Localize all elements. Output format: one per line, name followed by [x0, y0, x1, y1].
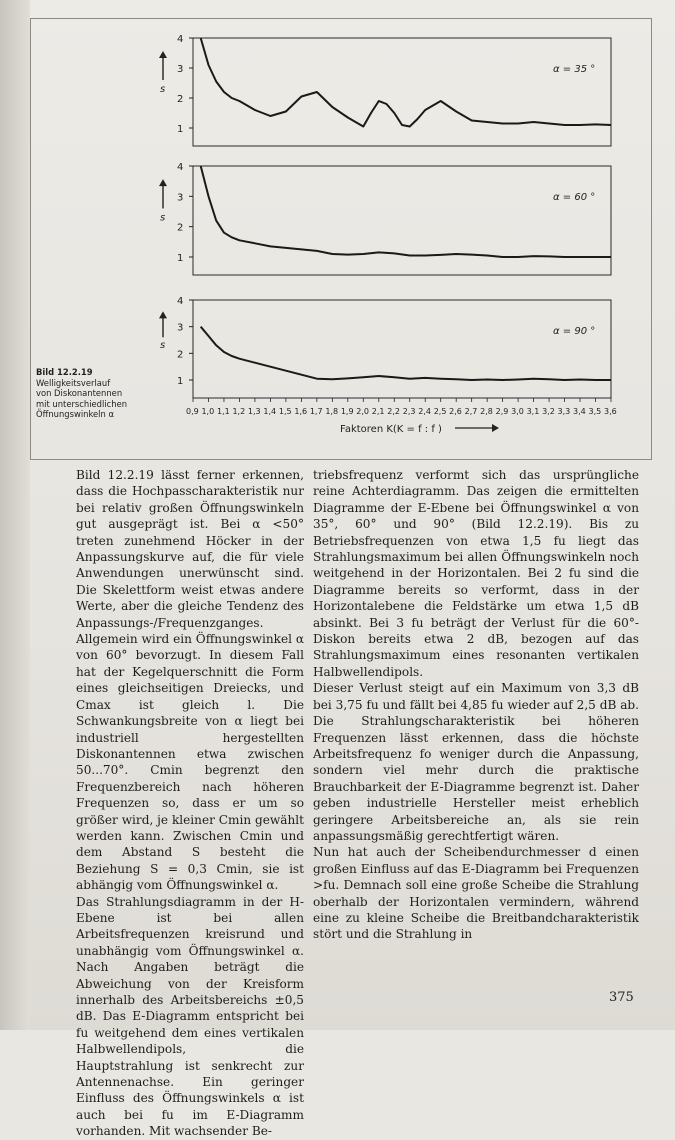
text-column-right	[313, 467, 639, 943]
x-tick-label: 2,5	[433, 407, 447, 416]
y-axis-label: s	[160, 340, 166, 351]
plot-frame	[193, 166, 611, 275]
paragraph: Bild 12.2.19 lässt ferner erkennen, dass die Hochpasscharakteristik nur bei relativ großen Öffnungswinkeln gut ausgeprägt ist. Bei α <50° treten zunehmend Höcker in der Anpassungskurve auf, die für viele Anwendungen unerwünscht sind. Die Skelettform weist etwas andere Werte, aber die gleiche Tendenz des Anpassungs-/Frequenzganges.	[76, 468, 304, 630]
x-tick-label: 1,8	[325, 407, 339, 416]
series-line	[201, 166, 611, 257]
x-tick-label: 1,6	[294, 407, 308, 416]
y-tick-label: 2	[177, 222, 184, 234]
x-tick-label: 1,5	[278, 407, 292, 416]
x-tick-label: 3,2	[542, 407, 555, 416]
y-tick-label: 3	[177, 322, 184, 334]
paragraph: Das Strahlungsdiagramm in der H-Ebene ist bei allen Arbeitsfrequenzen kreisrund und unabhängig vom Öffnungswinkel α. Nach Angaben beträgt die Abweichung von der Kreisform innerhalb des Arbeitsbereichs ±0,5 dB. Das E-Diagramm entspricht bei fu weitgehend dem eines vertikalen Halbwellendipols, die Hauptstrahlung ist senkrecht zur Antennenachse. Ein geringer Einfluss des Öffnungswinkels α ist auch bei fu im E-Diagramm vorhanden. Mit wachsender Be-	[76, 894, 304, 1139]
x-tick-label: 1,3	[247, 407, 261, 416]
caption-title: Bild 12.2.19	[36, 367, 93, 377]
y-tick-label: 4	[177, 162, 184, 173]
x-tick-label: 2,0	[356, 407, 370, 416]
x-tick-label: 1,1	[216, 407, 230, 416]
x-axis-arrowhead	[492, 424, 499, 432]
x-tick-label: 1,9	[340, 407, 354, 416]
series-label: α = 60 °	[553, 192, 596, 203]
series-label: α = 35 °	[553, 64, 596, 75]
y-tick-label: 3	[177, 64, 184, 75]
x-tick-label: 3,6	[604, 407, 617, 416]
x-tick-label: 2,1	[371, 407, 385, 416]
y-tick-label: 4	[177, 34, 184, 45]
y-tick-label: 2	[177, 349, 184, 361]
x-tick-label: 2,6	[449, 407, 462, 416]
y-tick-label: 1	[177, 124, 184, 135]
y-tick-label: 4	[177, 296, 184, 307]
paragraph: Nun hat auch der Scheibendurchmesser d einen großen Einfluss auf das E-Diagramm bei Frequenzen >fu. Demnach soll eine große Scheibe die Strahlung oberhalb der Horizontalen vermindern, während eine zu kleine Scheibe die Breitbandcharakteristik stört und die Strahlung in	[313, 845, 639, 942]
x-tick-label: 2,3	[402, 407, 416, 416]
figure-caption	[36, 367, 176, 420]
paragraph: Dieser Verlust steigt auf ein Maximum von 3,3 dB bei 3,75 fu und fällt bei 4,85 fu wieder auf 2,5 dB ab. Die Strahlungscharakteristik bei höheren Frequenzen lässt erkennen, dass die höchste Arbeitsfrequenz fo weniger durch die Anpassung, sondern viel mehr durch die praktische Brauchbarkeit der E-Diagramme begrenzt ist. Daher geben industrielle Hersteller meist erheblich geringere Arbeitsbereiche an, als sie rein anpassungsmäßig gerechtfertigt wären.	[313, 681, 639, 843]
plot-frame	[193, 300, 611, 398]
x-tick-label: 2,2	[387, 407, 400, 416]
y-axis-label: s	[160, 84, 166, 95]
x-tick-label: 3,3	[557, 407, 571, 416]
y-tick-label: 2	[177, 94, 184, 105]
x-tick-label: 0,9	[186, 407, 199, 416]
x-axis-label: Faktoren K(K = f : f )	[340, 424, 442, 435]
x-tick-label: 1,7	[309, 407, 323, 416]
x-tick-label: 3,4	[573, 407, 586, 416]
y-tick-label: 3	[177, 192, 184, 204]
page-number: 375	[609, 990, 634, 1005]
y-tick-label: 1	[177, 253, 184, 264]
y-axis-arrowhead	[159, 51, 167, 58]
paragraph: triebsfrequenz verformt sich das ursprüngliche reine Achterdiagramm. Das zeigen die ermittelten Diagramme der E-Ebene bei Öffnungswinkel α von 35°, 60° und 90° (Bild 12.2.19). Bis zu Betriebsfrequenzen von etwa 1,5 fu liegt das Strahlungsmaximum bei allen Öffnungswinkeln noch weitgehend in der Horizontalen. Bei 2 fu sind die Diagramme bereits so verformt, dass in der Horizontalebene die Feldstärke um etwa 1,5 dB absinkt. Bei 3 fu beträgt der Verlust für die 60°-Diskon bereits etwa 2 dB, bezogen auf das Strahlungsmaximum eines resonanten vertikalen Halbwellendipols.	[313, 468, 639, 679]
x-tick-label: 2,9	[495, 407, 509, 416]
x-tick-label: 2,4	[418, 407, 431, 416]
x-tick-label: 2,8	[480, 407, 493, 416]
x-tick-label: 1,0	[201, 407, 215, 416]
x-tick-label: 3,5	[588, 407, 602, 416]
caption-line: Welligkeitsverlauf	[36, 377, 111, 388]
y-axis-arrowhead	[159, 179, 167, 186]
series-line	[201, 327, 611, 380]
y-axis-arrowhead	[159, 311, 167, 318]
caption-line: mit unterschiedlichen	[36, 398, 128, 409]
x-tick-label: 3,1	[526, 407, 540, 416]
y-tick-label: 1	[177, 376, 184, 387]
x-tick-label: 1,4	[263, 407, 277, 416]
caption-line: von Diskonantennen	[36, 388, 123, 399]
text-column-left	[76, 467, 304, 1140]
y-axis-label: s	[160, 212, 166, 224]
paragraph: Allgemein wird ein Öffnungswinkel α von 60° bevorzugt. In diesem Fall hat der Kegelquerschnitt die Form eines gleichseitigen Dreiecks, und Cmax ist gleich l. Die Schwankungsbreite von α liegt bei industriell hergestellten Diskonantennen etwa zwischen 50...70°. Cmin begrenzt den Frequenzbereich nach höheren Frequenzen so, dass er um so größer wird, je kleiner Cmin gewählt werden kann. Zwischen Cmin und dem Abstand S besteht die Beziehung S = 0,3 Cmin, sie ist abhängig vom Öffnungswinkel α.	[76, 632, 304, 893]
x-tick-label: 3,0	[511, 407, 524, 416]
caption-line: Öffnungswinkeln α	[36, 409, 114, 420]
plot-frame	[193, 38, 611, 146]
series-line	[201, 38, 611, 127]
x-tick-label: 2,7	[464, 407, 478, 416]
series-label: α = 90 °	[553, 326, 596, 337]
x-tick-label: 1,2	[232, 407, 246, 416]
